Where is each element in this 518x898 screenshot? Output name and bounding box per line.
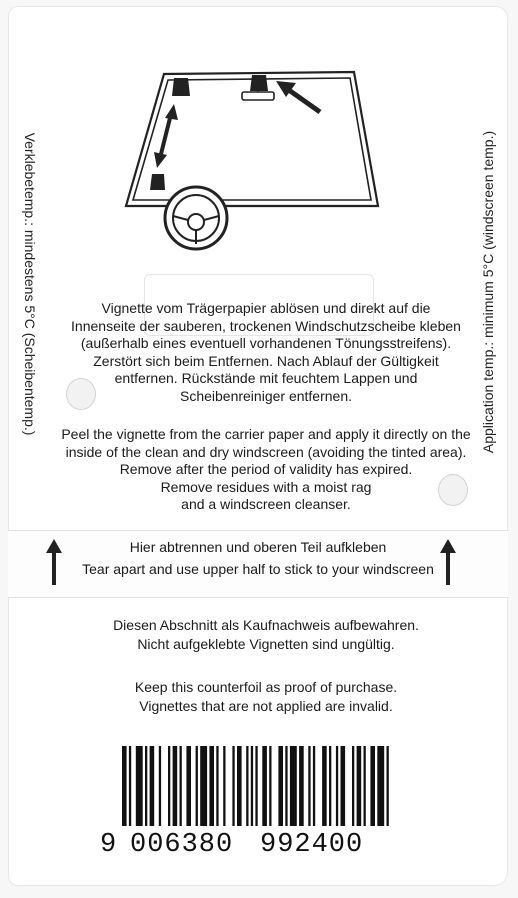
receipt-german	[38, 616, 494, 654]
receipt-line: Diesen Abschnitt als Kaufnachweis aufbewahren.	[113, 617, 419, 633]
barcode-first-digit: 9	[100, 830, 117, 860]
instruction-line: and a windscreen cleanser.	[181, 496, 351, 513]
instructions-german	[38, 300, 494, 406]
up-arrow-icon	[440, 539, 456, 585]
windscreen-diagram-icon	[120, 66, 398, 256]
min-temp-label-german: Verklebetemp.: mindestens 5°C (Scheibentemp.)	[22, 132, 38, 436]
receipt-english	[38, 678, 494, 716]
barcode-right-group: 992400	[260, 830, 364, 860]
instruction-line: inside of the clean and dry windscreen (avoiding the tinted area).	[65, 443, 467, 460]
tear-strip	[8, 530, 508, 598]
instruction-line: Innenseite der sauberen, trockenen Windschutzscheibe kleben	[71, 317, 461, 334]
barcode-left-group: 006380	[130, 830, 234, 860]
instructions-english	[38, 426, 494, 514]
instruction-line: Remove after the period of validity has expired.	[119, 461, 413, 478]
instruction-line: Remove residues with a moist rag	[160, 478, 372, 495]
instruction-line: entfernen. Rückstände mit feuchtem Lappen und	[114, 370, 418, 387]
instruction-line: Zerstört sich beim Entfernen. Nach Ablauf der Gültigkeit	[93, 352, 439, 369]
tear-instruction-english: Tear apart and use upper half to stick to your windscreen	[82, 561, 434, 577]
min-temp-label-english: Application temp.: minimum 5°C (windscreen temp.)	[480, 130, 496, 454]
receipt-line: Keep this counterfoil as proof of purchase.	[134, 679, 398, 695]
steering-wheel-icon	[165, 187, 227, 249]
receipt-line: Nicht aufgeklebte Vignetten sind ungültig.	[137, 636, 395, 652]
instruction-line: Scheibenreiniger entfernen.	[179, 387, 352, 404]
receipt-line: Vignettes that are not applied are invalid.	[139, 698, 393, 714]
instruction-line: Vignette vom Trägerpapier ablösen und direkt auf die	[101, 300, 431, 316]
instruction-line: (außerhalb eines eventuell vorhandenen Tönungsstreifens).	[80, 335, 452, 352]
barcode	[100, 746, 400, 866]
instruction-line: Peel the vignette from the carrier paper and apply it directly on the	[61, 426, 471, 442]
vignette-card	[8, 6, 508, 886]
tear-instruction-german: Hier abtrennen und oberen Teil aufkleben	[129, 539, 387, 555]
